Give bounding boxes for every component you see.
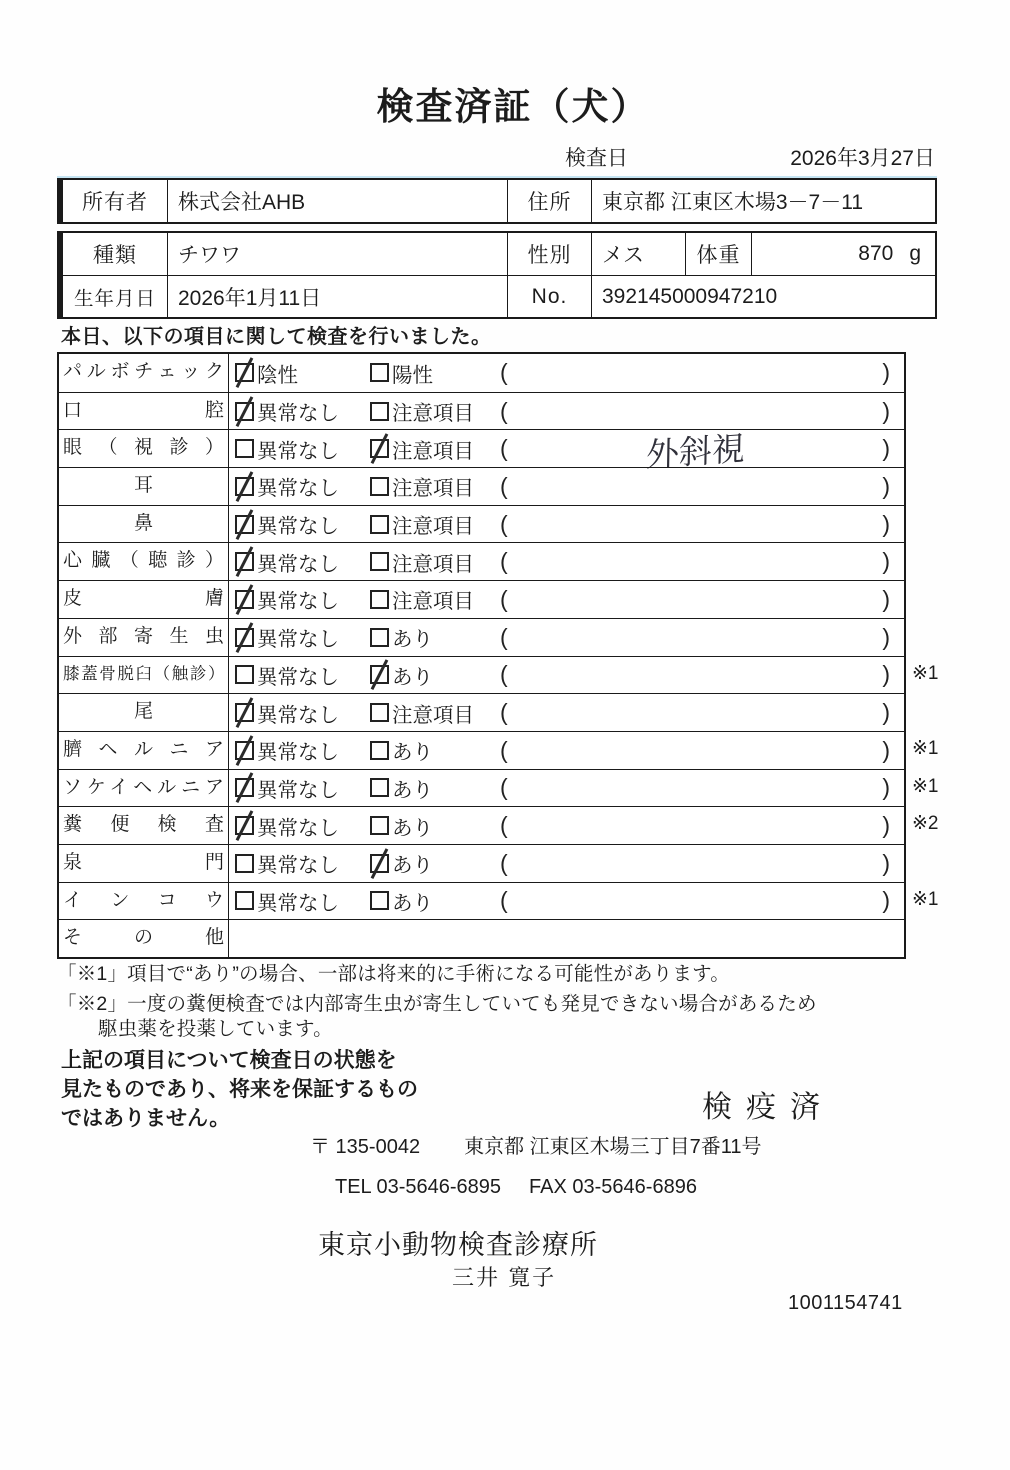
inspection-date-label: 検査日 xyxy=(565,147,628,170)
checkbox-icon xyxy=(370,402,389,421)
row-body xyxy=(229,883,904,920)
info-table xyxy=(57,231,937,319)
clinic-tel: TEL 03-5646-6895 xyxy=(335,1176,502,1198)
paren-close: ) xyxy=(882,774,890,801)
checkbox-checked-icon xyxy=(235,552,254,571)
disclaimer-line-2: 見たものであり、将来を保証するもの xyxy=(61,1078,418,1101)
item-label: ソケイヘルニア xyxy=(59,770,229,807)
document-number: 1001154741 xyxy=(788,1292,903,1314)
item-label: 臍ヘルニア xyxy=(59,732,229,769)
checkbox-option xyxy=(235,773,370,803)
footnote-1: 「※1」項目で“あり”の場合、一部は将来的に手術になる可能性があります。 xyxy=(57,963,730,985)
owner-table xyxy=(57,178,937,224)
option-label: 陽性 xyxy=(392,363,433,387)
paren-close: ) xyxy=(882,472,890,499)
checkbox-option xyxy=(235,547,370,577)
option-label: 異常なし xyxy=(257,628,339,652)
row-body xyxy=(229,619,904,656)
checklist-row xyxy=(59,882,939,920)
checkbox-checked-icon xyxy=(235,363,254,382)
checkbox-icon xyxy=(235,891,254,910)
checkbox-option xyxy=(370,509,500,539)
item-label: 鼻 xyxy=(59,506,229,543)
reference-mark: ※1 xyxy=(912,775,939,797)
checkbox-icon xyxy=(370,816,389,835)
checkbox-option xyxy=(235,848,370,878)
paren-open: ( xyxy=(500,359,508,386)
option-label: 注意項目 xyxy=(392,515,474,539)
reference-mark: ※1 xyxy=(912,888,939,910)
row-body xyxy=(229,845,904,882)
item-label: 膝蓋骨脱臼（触診） xyxy=(59,657,229,694)
paren-close: ) xyxy=(882,435,890,462)
paren-close: ) xyxy=(882,548,890,575)
checklist-row xyxy=(59,656,939,694)
weight-value: 870 xyxy=(858,242,894,265)
checkbox-icon xyxy=(370,477,389,496)
option-label: 異常なし xyxy=(257,741,339,765)
checkbox-checked-icon xyxy=(370,439,389,458)
row-body xyxy=(229,732,904,769)
option-label: 異常なし xyxy=(257,552,339,576)
paren-open: ( xyxy=(500,736,508,763)
checkbox-icon xyxy=(370,552,389,571)
inspection-date-row xyxy=(565,142,935,172)
checkbox-option xyxy=(370,622,500,652)
weight-label: 体重 xyxy=(685,233,751,275)
owner-value: 株式会社AHB xyxy=(167,180,507,222)
no-label: No. xyxy=(507,276,591,317)
row-body xyxy=(229,543,904,580)
address-label: 住所 xyxy=(507,180,591,222)
clinic-name: 東京小動物検査診療所 xyxy=(318,1230,598,1260)
checkbox-icon xyxy=(370,363,389,382)
checkbox-option xyxy=(370,698,500,728)
item-label: 尾 xyxy=(59,694,229,731)
checkbox-checked-icon xyxy=(235,703,254,722)
checkbox-option xyxy=(235,886,370,916)
item-label: 泉門 xyxy=(59,845,229,882)
item-label: 眼（視診） xyxy=(59,430,229,467)
checklist-row xyxy=(59,806,939,844)
checklist-row xyxy=(59,429,904,474)
paren-open: ( xyxy=(500,548,508,575)
reference-mark: ※1 xyxy=(912,737,939,759)
checkbox-option xyxy=(370,358,500,388)
checkbox-icon xyxy=(370,891,389,910)
checkbox-checked-icon xyxy=(235,816,254,835)
option-label: 陰性 xyxy=(257,363,298,387)
option-label: 注意項目 xyxy=(392,590,474,614)
checkbox-checked-icon xyxy=(235,628,254,647)
paren-open: ( xyxy=(500,435,508,462)
checkbox-checked-icon xyxy=(235,402,254,421)
item-label: 口腔 xyxy=(59,393,229,430)
page-title: 検査済証（犬） xyxy=(376,86,650,127)
checklist-row xyxy=(59,618,904,656)
checkbox-icon xyxy=(370,778,389,797)
checkbox-checked-icon xyxy=(235,590,254,609)
option-label: あり xyxy=(392,891,433,915)
item-label: その他 xyxy=(59,920,229,957)
checkbox-option xyxy=(235,735,370,765)
option-label: 異常なし xyxy=(257,816,339,840)
postal-code: 〒 135-0042 xyxy=(310,1136,421,1158)
checkbox-option xyxy=(370,396,500,426)
checklist-row xyxy=(59,580,904,618)
checklist-row xyxy=(59,542,904,580)
row-body xyxy=(229,506,904,543)
option-label: 異常なし xyxy=(257,778,339,802)
sex-label: 性別 xyxy=(507,233,591,275)
paren-open: ( xyxy=(500,623,508,650)
option-label: 異常なし xyxy=(257,665,339,689)
checkbox-icon xyxy=(370,515,389,534)
footnote-2: 「※2」一度の糞便検査では内部寄生虫が寄生していても発見できない場合があるため xyxy=(57,993,817,1015)
clinic-fax: FAX 03-5646-6896 xyxy=(529,1176,697,1198)
checklist-row xyxy=(59,467,904,505)
paren-open: ( xyxy=(500,887,508,914)
paren-open: ( xyxy=(500,585,508,612)
owner-label: 所有者 xyxy=(82,191,148,214)
row-body xyxy=(229,694,904,731)
checkbox-option xyxy=(370,660,500,690)
owner-row xyxy=(63,180,935,222)
paren-close: ) xyxy=(882,510,890,537)
option-label: あり xyxy=(392,665,433,689)
clinic-address: 東京都 江東区木場三丁目7番11号 xyxy=(464,1136,762,1158)
option-label: 異常なし xyxy=(257,515,339,539)
paren-close: ) xyxy=(882,699,890,726)
checkbox-icon xyxy=(370,590,389,609)
checkbox-option xyxy=(235,434,370,464)
checklist-table xyxy=(57,352,939,959)
checklist-row xyxy=(59,354,904,392)
option-label: あり xyxy=(392,816,433,840)
option-label: 異常なし xyxy=(257,439,339,463)
checkbox-icon xyxy=(370,628,389,647)
checkbox-option xyxy=(370,848,500,878)
weight-value-cell xyxy=(751,233,935,275)
option-label: あり xyxy=(392,741,433,765)
checklist-row xyxy=(59,919,904,957)
option-label: 異常なし xyxy=(257,477,339,501)
footnote-2-continued: 駆虫薬を投薬しています。 xyxy=(98,1018,333,1040)
checkbox-option xyxy=(370,773,500,803)
row-body xyxy=(229,920,904,957)
option-label: あり xyxy=(392,628,433,652)
breed-label: 種類 xyxy=(93,244,137,267)
checkbox-option xyxy=(235,660,370,690)
reference-mark: ※1 xyxy=(912,662,939,684)
checkbox-checked-icon xyxy=(235,515,254,534)
checkbox-option xyxy=(370,886,500,916)
paren-open: ( xyxy=(500,661,508,688)
item-label: パルボチェック xyxy=(59,354,229,392)
checklist-row xyxy=(59,392,904,430)
paren-open: ( xyxy=(500,774,508,801)
checkbox-option xyxy=(370,735,500,765)
paren-open: ( xyxy=(500,849,508,876)
paren-close: ) xyxy=(882,623,890,650)
row-body xyxy=(229,657,904,694)
checkbox-option xyxy=(370,434,500,464)
paren-open: ( xyxy=(500,812,508,839)
birth-no-row xyxy=(63,275,935,317)
checkbox-option xyxy=(235,358,370,388)
option-label: 異常なし xyxy=(257,590,339,614)
checkbox-icon xyxy=(370,741,389,760)
checklist-row xyxy=(59,844,904,882)
breed-sex-weight-row xyxy=(63,233,935,275)
address-value: 東京都 江東区木場3－7－11 xyxy=(591,180,935,222)
checkbox-option xyxy=(370,811,500,841)
row-body xyxy=(229,354,904,392)
row-body xyxy=(229,393,904,430)
birth-label: 生年月日 xyxy=(73,287,156,310)
checkbox-checked-icon xyxy=(235,477,254,496)
checklist-row xyxy=(59,505,904,543)
clinic-tel-row xyxy=(335,1176,697,1199)
paren-close: ) xyxy=(882,812,890,839)
item-label: 皮膚 xyxy=(59,581,229,618)
disclaimer-line-3: ではありません。 xyxy=(61,1107,231,1130)
option-label: 異常なし xyxy=(257,703,339,727)
checkbox-option xyxy=(235,811,370,841)
inspection-date-value: 2026年3月27日 xyxy=(790,147,935,170)
option-label: 異常なし xyxy=(257,402,339,426)
checklist-row xyxy=(59,731,939,769)
checkbox-icon xyxy=(235,439,254,458)
checkbox-option xyxy=(235,622,370,652)
paren-close: ) xyxy=(882,661,890,688)
paren-close: ) xyxy=(882,849,890,876)
row-body xyxy=(229,807,904,844)
option-label: あり xyxy=(392,854,433,878)
option-label: あり xyxy=(392,778,433,802)
item-label: インコウ xyxy=(59,883,229,920)
option-label: 注意項目 xyxy=(392,439,474,463)
reference-mark: ※2 xyxy=(912,813,939,835)
checkbox-checked-icon xyxy=(235,778,254,797)
disclaimer-line-1: 上記の項目について検査日の状態を xyxy=(61,1049,397,1072)
disclaimer-text xyxy=(61,1046,418,1133)
item-label: 心臓（聴診） xyxy=(59,543,229,580)
checkbox-checked-icon xyxy=(235,741,254,760)
row-body xyxy=(229,468,904,505)
quarantine-stamp: 検疫済 xyxy=(702,1091,834,1124)
item-label: 耳 xyxy=(59,468,229,505)
checkbox-checked-icon xyxy=(370,665,389,684)
paren-content xyxy=(508,425,883,472)
sex-value: メス xyxy=(591,233,685,275)
breed-value: チワワ xyxy=(167,233,507,275)
option-label: 異常なし xyxy=(257,854,339,878)
paren-open: ( xyxy=(500,397,508,424)
option-label: 異常なし xyxy=(257,891,339,915)
paren-close: ) xyxy=(882,359,890,386)
paren-open: ( xyxy=(500,472,508,499)
no-value: 392145000947210 xyxy=(591,276,935,317)
intro-text: 本日、以下の項目に関して検査を行いました。 xyxy=(61,326,492,348)
handwritten-note: 外斜視 xyxy=(645,429,745,474)
paren-close: ) xyxy=(882,887,890,914)
checkbox-option xyxy=(235,584,370,614)
birth-value: 2026年1月11日 xyxy=(167,276,507,317)
checklist-row xyxy=(59,693,904,731)
row-body xyxy=(229,429,904,474)
checkbox-icon xyxy=(235,854,254,873)
examiner-name: 三井 寛子 xyxy=(452,1265,557,1290)
checkbox-option xyxy=(370,584,500,614)
checklist-row xyxy=(59,769,939,807)
option-label: 注意項目 xyxy=(392,703,474,727)
paren-close: ) xyxy=(882,736,890,763)
option-label: 注意項目 xyxy=(392,552,474,576)
option-label: 注意項目 xyxy=(392,402,474,426)
checkbox-icon xyxy=(370,703,389,722)
option-label: 注意項目 xyxy=(392,477,474,501)
checkbox-option xyxy=(235,698,370,728)
checkbox-checked-icon xyxy=(370,854,389,873)
paren-close: ) xyxy=(882,585,890,612)
item-label: 外部寄生虫 xyxy=(59,619,229,656)
checkbox-option xyxy=(370,547,500,577)
clinic-postal-row xyxy=(310,1130,762,1159)
checkbox-option xyxy=(235,396,370,426)
weight-unit: g xyxy=(909,242,921,265)
checkbox-option xyxy=(235,471,370,501)
paren-open: ( xyxy=(500,510,508,537)
checkbox-icon xyxy=(235,665,254,684)
item-label: 糞便検査 xyxy=(59,807,229,844)
checkbox-option xyxy=(235,509,370,539)
row-body xyxy=(229,581,904,618)
row-body xyxy=(229,770,904,807)
paren-close: ) xyxy=(882,397,890,424)
checkbox-option xyxy=(370,471,500,501)
paren-open: ( xyxy=(500,699,508,726)
